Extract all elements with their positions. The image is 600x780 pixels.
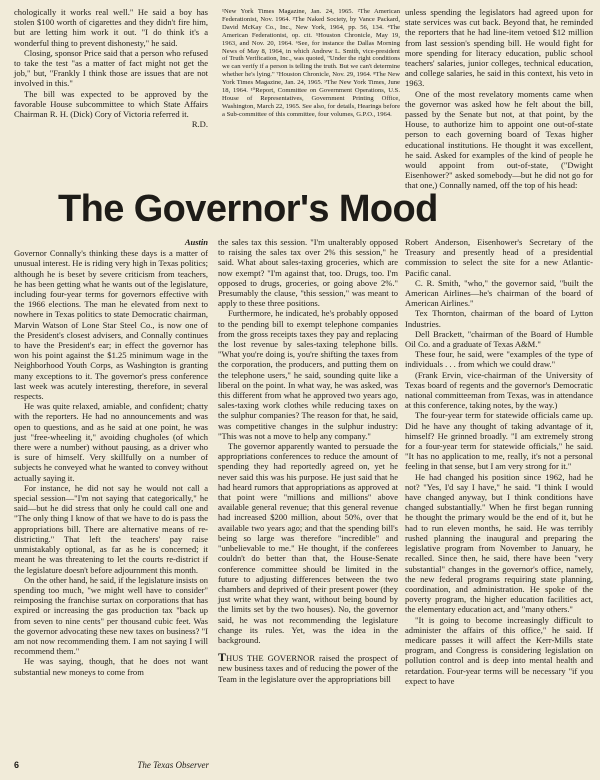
paragraph: Furthermore, he indicated, he's probably opposed to the pending bill to exempt telephone companies from the gross receipts taxes they pay and replacing the lost revenue by sales-taxing telephone bills. "What you're doing is, you're shifting the taxes from the corporation, the producers, and putting them on the telephone users," he said, sounding quite like a liberal on the point. In what way, he was asked, was this different from what he approved two years ago, sales-taxing work clothes while reducing taxes on the sulphur companies? The reason for that, he said, was competitive changes in the sulphur industry: "This was not a move to help any company." xyxy=(218,308,398,441)
page-footer xyxy=(14,760,209,770)
paragraph: Tex Thornton, chairman of the board of Lytton Industries. xyxy=(405,308,593,329)
dateline: Austin xyxy=(184,237,208,247)
article-column-3 xyxy=(405,237,593,686)
continued-article-text-right xyxy=(405,7,593,191)
footnote-text: ¹New York Times Magazine, Jan. 24, 1965. ²The American Federationist, Nov. 1964. ³The Naked Society, by Vance Packard, David McKay Co., Inc., New York, 1964, pp. 56, 134. ⁴The American Federationist, op. cit. ⁵Houston Chronicle, May 19, 1963, and Nov. 20, 1964. ⁶See, for instance the Dallas Morning News of May 8, 1964, in which Andrew L. Smith, vice-president of Truth Verification, Inc., was quoted, "Under the right conditions we can verify if a person is telling the truth. But we can't determine whether he's lying." ⁷Houston Chronicle, Nov. 29, 1964. ⁸The New York Times Magazine, Jan. 24, 1965. ⁹The New York Times, June 18, 1964. ¹⁰Report, Committee on Government Operations, U.S. House of Representatives, Government Printing Office, Washington, March 22, 1965. See also, for details, Hearings before a Sub-committee of this committee, four volumes, G.P.O., 1964. xyxy=(222,8,400,118)
paragraph: "It is going to become increasingly difficult to administer the affairs of this office," he said. If medicare passes it will affect the Kerr-Mills state program, and Congress is considering legislation on pollution control and is deep into mental health and retardation. Four-year terms will be necessary "if you expect to have xyxy=(405,614,593,686)
paragraph: On the other hand, he said, if the legislature insists on spending too much, "we might well have to consider" reimposing the franchise surtax on corporations that has expired or increasing the gas production tax "back up from seven to nine cents" per thousand cubic feet. Was the governor advocating these new taxes on business? "I am not now recommending them. I am not saying I will recommend them." xyxy=(14,574,208,657)
section-lead-text: HUS THE GOVERNOR raised the prospect of new business taxes and of reducing the power of the Team in the legislature over the appropriations bill xyxy=(218,653,398,684)
publication-name: The Texas Observer xyxy=(137,760,209,770)
article-title: The Governor's Mood xyxy=(58,188,438,230)
paragraph: Closing, sponsor Price said that a person who refused to take the test "as a matter of fact might not get the job," but, "Frankly I think those are issues that are not involved in this." xyxy=(14,47,208,89)
paragraph: The bill was expected to be approved by the favorable House subcommittee to which State Affairs Chairman R. H. (Dick) Cory of Victoria referred it. xyxy=(14,88,208,120)
paragraph: He had changed his position since 1962, had he not? "Yes, I'd say I have," he said. "I think I would have changed anyway, but I think conditions have changed substantially." When he first began running he thought the primary would be the end of it, but he had to run eleven months, he said. He was terribly rushed planning the inaugural and preparing the legislative program from November to January, he recalled. Since then, he said, there have been "very substantial" changes in the governor's office, namely, the new federal programs requiring state planning, coordination, and administration. He spoke of the poverty program, the higher education facilities act, the elementary education act, and "many others." xyxy=(405,471,593,615)
continued-article-text xyxy=(14,7,208,129)
paragraph: Governor Connally's thinking these days is a matter of unusual interest. He is riding very high in Texas politics; although he is beset by severe criticism from teachers, he has been getting what he wants out of the legislature, including four-year terms for governors effective with the 1966 elections. The man he elevated from next to nowhere in Texas politics to state Democratic chairman, Marvin Watson of Lone Star Steel Co., is now one of the President's closest advisers, and Connally continues to have the President's ear; in effect the governor has won his point against the $1.25 minimum wage in the Neighborhood Youth Corps, as Washington is granting many exceptions to it. The governor's press conference last week was acutely interesting, therefore, in several respects. xyxy=(14,248,208,402)
article-column-2 xyxy=(218,237,398,684)
footnotes xyxy=(222,8,400,119)
paragraph: The four-year term for statewide officials came up. Did he have any thought of taking advantage of it, himself? He grinned broadly. "I am extremely strong for a four-year term for statewide officials," he said. "It has no application to me, really, it's not a personal feeling in that sense, but I am very strong for it." xyxy=(405,410,593,472)
paragraph: The governor apparently wanted to persuade the appropriations conferences to reduce the amount of spending they had reportedly agreed on, yet he never said this was his purpose. He just said that he had heard rumors that appropriations as approved at that point were "millions and millions" above available general revenue; that this general revenue had increased $200 million, about 50%, over that available two years ago; and that the spending bill's being so large was therefore "incredible" and "unbelievable to me." He thought, if the conferees couldn't do better than that, the House-Senate conference committee should be limited in the future to adjusting differences between the two chambers and deprived of their present power (they just write what they want, without being bound by the limits set by the two houses). No, the governor said, he was not recommending the legislature change its rules. Yet, was the idea in the background. xyxy=(218,441,398,645)
article-column-1 xyxy=(14,237,208,677)
paragraph xyxy=(218,652,398,684)
paragraph: He was saying, though, that he does not want substantial new moneys to come from xyxy=(14,656,208,677)
paragraph: Robert Anderson, Eisenhower's Secretary of the Treasury and presently head of a presidential commission to select the site for a new Atlantic-Pacific canal. xyxy=(405,237,593,278)
paragraph: the sales tax this session. "I'm unalterably opposed to raising the sales tax over 2% this session," he said. What about sales-taxing groceries, which are now exempt? "I'm against that, too. Drugs, too. I'm opposed to drugs, groceries, or going above 2%." Presumably the clause, "this session," was meant to apply to these three positions. xyxy=(218,237,398,309)
paragraph: chologically it works real well." He said a boy has stolen $100 worth of cigarettes and they didn't fire him, but are letting him work it out. "I do think it's a wonderful thing to prevent dishonesty," he said. xyxy=(14,7,208,48)
paragraph: For instance, he did not say he would not call a special session—"I'm not saying that categorically," he said—but he did stress that only he could call one and "The only thing I know of that we have to do is pass the appropriations bill. There are alternative means of re-districting." That left the teachers' pay raise unmistakably optional, as far as he is concerned; it meant he was threatening to let the courts re-district if the legislature doesn't before adjournment this month. xyxy=(14,482,208,575)
paragraph: Dell Brackett, "chairman of the Board of Humble Oil Co. and a graduate of Texas A&M." xyxy=(405,328,593,350)
paragraph: These four, he said, were "examples of the type of individuals . . . from which we could draw." xyxy=(405,349,593,370)
author-initials: R.D. xyxy=(191,119,208,130)
paragraph: He was quite relaxed, amiable, and confident; chatty with the reporters. He had no announcements and was open to questions, and as he said at one point, he was just "free-wheeling it," avoiding chugholes (of which there were a number) without pausing, as a driver who is sure of himself. Very skillfully on a number of subjects he conveyed what he wanted to convey without actually saying it. xyxy=(14,401,208,483)
section-initial: T xyxy=(218,650,227,665)
paragraph: (Frank Ervin, vice-chairman of the University of Texas board of regents and the governor's Democratic national committeeman from Texas, was in attendance at this conference, taking notes, by the way.) xyxy=(405,369,593,411)
paragraph: One of the most revelatory moments came when the governor was asked how he felt about the bill, passed by the Senate but not, at that point, by the House, to authorize him to appoint one out-of-state person to each governing board of Texas higher educational institutions. He thought it was excellent, he said. Asked for examples of the kind of people he would appoint from out-of-state, ("Dwight Eisenhower?" asked somebody—but he did not go for that one,) Connally named, off the top of his head: xyxy=(405,88,593,191)
page-number: 6 xyxy=(14,760,20,770)
paragraph: C. R. Smith, "who," the governor said, "built the American Airlines—he's chairman of the board of American Airlines." xyxy=(405,277,593,309)
paragraph: unless spending the legislators had agreed upon for state services was cut back. Beyond that, he reminded the reporters that he had line-item vetoed $12 million from last session's spending bill. He would fight for more spending for literacy education, public school teachers' salaries, junior colleges, technical education, and college salaries, he said in this context, his veto in 1963. xyxy=(405,7,593,89)
